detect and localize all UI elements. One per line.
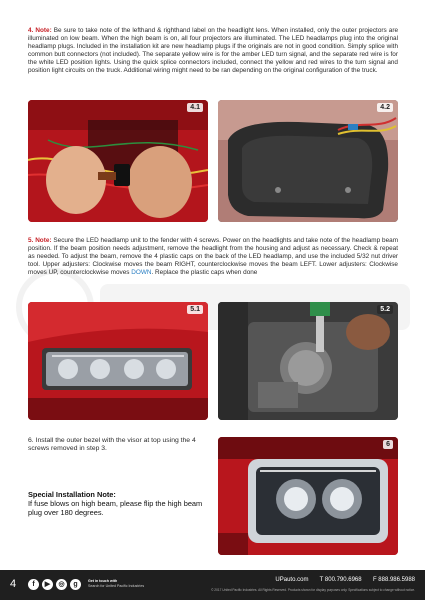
page-number: 4 — [10, 578, 17, 590]
fax-number: F 888.986.5988 — [372, 577, 415, 583]
photo-5-1-badge: 5.1 — [187, 305, 203, 314]
headlamp-adjust-image — [218, 302, 398, 420]
website-link[interactable]: UPauto.com — [275, 577, 309, 583]
photo-4-2 — [218, 100, 398, 222]
finished-headlamp-image — [218, 437, 398, 555]
copyright-text: © 2017 United Pacific Industries. All Rights Reserved. Products shown for display purposes only. Specifications subject to change without notice. — [211, 588, 415, 592]
step5-text-b: . Replace the plastic caps when done — [151, 269, 258, 277]
step4-paragraph — [28, 27, 398, 76]
photo-5-1 — [28, 302, 208, 420]
special-note-text: If fuse blows on high beam, please flip the high beam plug over 180 degrees. — [28, 499, 203, 517]
join-line-2: Search for United Pacific Industries — [88, 584, 145, 588]
step4-label: 4. Note: — [28, 27, 52, 34]
step5-paragraph — [28, 237, 398, 277]
step6-text: 6. Install the outer bezel with the visor at top using the 4 screws removed in step 3. — [28, 437, 196, 453]
page-footer — [0, 570, 425, 600]
facebook-icon[interactable]: f — [28, 579, 39, 590]
join-us-block — [88, 579, 144, 589]
photo-4-2-badge: 4.2 — [377, 103, 393, 112]
headlamp-housing-image — [218, 100, 398, 222]
photo-4-1-badge: 4.1 — [187, 103, 203, 112]
contact-line — [275, 577, 415, 583]
step5-label: 5. Note: — [28, 237, 52, 244]
instagram-icon[interactable]: ◎ — [56, 579, 67, 590]
photo-6-badge: 6 — [383, 440, 393, 449]
special-note-title: Special Installation Note: — [28, 490, 116, 499]
photo-5-2-badge: 5.2 — [377, 305, 393, 314]
photo-5-2 — [218, 302, 398, 420]
step4-text: Be sure to take note of the lefthand & righthand label on the headlight lens. When installed, only the outer projectors are illuminated on low beam. When the high beam is on, all four projectors are illuminated. The LED headlamps plug into the original headlamp plugs. Included in the installation kit are new headlamp plugs if the originals are not in good condition. Simply splice with common butt connectors (not included). The separate yellow wire is for the amber LED turn signal, and the separate red wire is for the white LED position lights. Using the quick splice connectors included, connect the yellow and red wires to the turn signal and position light circuits on the truck. Additional wiring might need to be ran depending on the original configuration of the truck. — [28, 27, 398, 75]
wiring-hands-image — [28, 100, 208, 222]
step5-text-a: Secure the LED headlamp unit to the fender with 4 screws. Power on the headlights and take note of the headlamp beam position. If the beam position needs adjustment, remove the headlight from the housing and adjust as necessary. Check & repeat as needed. To adjust the beam, remove the 4 plastic caps on the back of the LED headlamp, and use the included 5/32 nut driver tool. Upper adjusters: Clockwise moves the beam RIGHT, counterclockwise moves the beam LEFT. Lower adjusters: Clockwise moves UP, counterclockwise moves — [28, 237, 399, 277]
step6-paragraph — [28, 437, 208, 454]
photo-6 — [218, 437, 398, 555]
photo-4-1 — [28, 100, 208, 222]
join-line-1: Get in touch with — [88, 579, 118, 583]
google-plus-icon[interactable]: g — [70, 579, 81, 590]
step5-down-highlight: DOWN — [131, 269, 152, 277]
special-installation-note — [28, 490, 208, 517]
phone-number: T 800.790.6968 — [319, 577, 362, 583]
youtube-icon[interactable]: ▶ — [42, 579, 53, 590]
headlamp-fender-image — [28, 302, 208, 420]
